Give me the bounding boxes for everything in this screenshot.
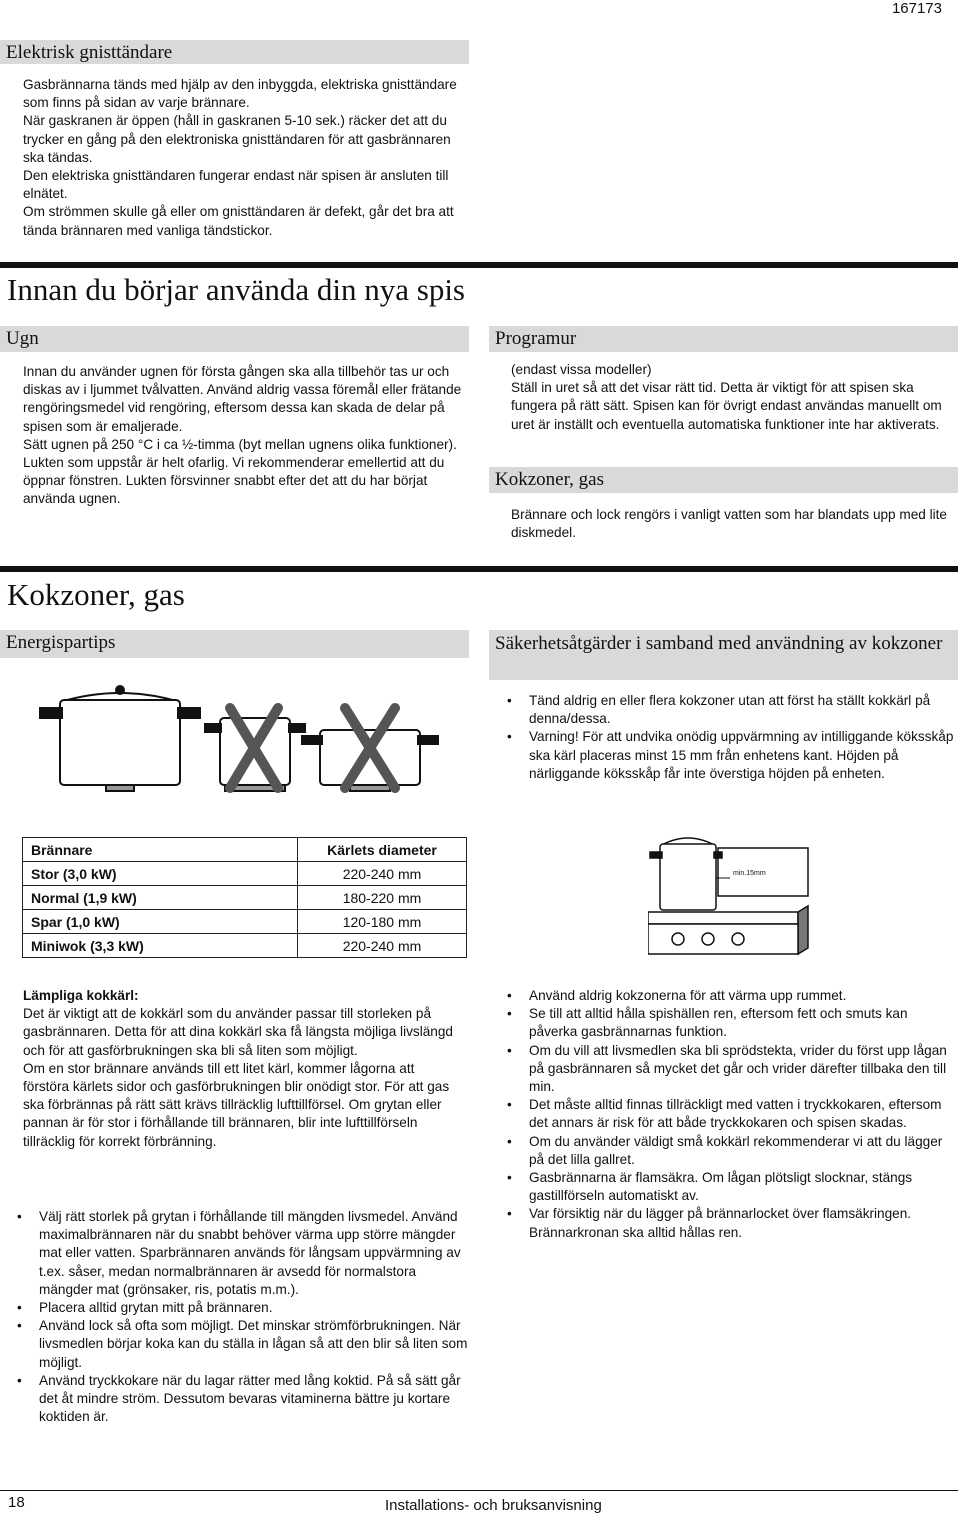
list-item: • Tänd aldrig en eller flera kokzoner utan att först ha ställt kokkärl på denna/dessa. — [529, 692, 959, 728]
footer-rule — [0, 1490, 958, 1491]
ignition-paragraph: Om strömmen skulle gå eller om gnisttändaren är defekt, går det bra att tända brännaren med vanliga tändstickor. — [23, 204, 454, 238]
timer-paragraph: Ställ in uret så att det visar rätt tid. Detta är viktigt för att spisen ska fungera på rätt sätt. Spisen kan för övrigt endast användas manuellt om uret är inställt och eventuella automatiska funktioner inte har aktiverats. — [511, 380, 942, 432]
oven-text — [23, 363, 463, 509]
ignition-text — [23, 76, 463, 240]
suitable-text — [23, 987, 463, 1151]
oven-paragraph: Sätt ugnen på 250 °C i ca ½-timma (byt mellan ugnens olika funktioner). — [23, 436, 457, 452]
timer-text — [511, 361, 951, 434]
table-row — [23, 910, 467, 934]
table-cell: Miniwok (3,3 kW) — [23, 934, 298, 958]
table-header: Kärlets diameter — [298, 838, 467, 862]
list-item: • Placera alltid grytan mitt på brännaren. — [39, 1299, 469, 1317]
safety-list — [499, 692, 959, 783]
list-item: • Om du använder väldigt små kokkärl rekommenderar vi att du lägger på det lilla gallret. — [529, 1133, 959, 1169]
table-row — [23, 934, 467, 958]
oven-paragraph: Innan du använder ugnen för första gången ska alla tillbehör tas ur och diskas av i ljummet tvålvatten. Använd aldrig vassa föremål eller frätande rengöringsmedel vid rengöring, eftersom dessa kan skada de delar på spisen som är emaljerade. — [23, 364, 462, 434]
table-header-row — [23, 838, 467, 862]
suitable-paragraph: Om en stor brännare används till ett litet kärl, kommer lågorna att förstöra kärlets sidor och gasförbrukningen blir onödigt stor. För att gas ska förbrännas på rätt sätt krävs tillräcklig lufttillförsel. Om grytan eller pannan är för stor i förhållande till brännaren, blir inte lufttillförseln tillräcklig för korrekt förbränning. — [23, 1060, 450, 1149]
ignition-paragraph: Gasbrännarna tänds med hjälp av den inbyggda, elektriska gnisttändare som finns på sidan av varje brännare. — [23, 77, 457, 111]
table-header: Brännare — [23, 838, 298, 862]
gas-zones-heading: Kokzoner, gas — [489, 467, 958, 493]
before-use-title: Innan du börjar använda din nya spis — [7, 272, 465, 307]
suitable-paragraph: Det är viktigt att de kokkärl som du använder passar till storleken på gasbrännaren. Detta för att dina kokkärl ska få längsta möjliga livslängd och för att gasförbrukningen ska bli så liten som möjligt. — [23, 1006, 453, 1058]
table-cell: 120-180 mm — [298, 910, 467, 934]
gas-zones-text — [511, 506, 951, 542]
list-item: • Välj rätt storlek på grytan i förhållande till mängden livsmedel. Använd maximalbrännaren när du snabbt behöver värma upp större mängder mat eller vatten. Sparbrännaren används för långsam uppvärmning av t.ex. såser, medan normalbrännaren är avsedd för normalstora mängder mat (grönsaker, ris, potatis m.m.). — [39, 1208, 469, 1299]
clearance-illustration — [648, 820, 810, 962]
table-row — [23, 886, 467, 910]
document-number: 167173 — [891, 0, 942, 17]
ignition-paragraph: När gaskranen är öppen (håll in gaskranen 5-10 sek.) räcker det att du trycker en gång på den elektroniska gnisttändaren för att gasbrännaren ska tändas. — [23, 113, 451, 165]
list-item: • Använd tryckkokare när du lagar rätter med lång koktid. På så sätt går det åt mindre ström. Dessutom bevaras vitaminerna bättre ju kortare koktiden är. — [39, 1372, 469, 1427]
timer-paragraph: (endast vissa modeller) — [511, 362, 652, 377]
oven-heading: Ugn — [0, 326, 469, 352]
section-rule — [0, 262, 958, 268]
list-item: • Gasbrännarna är flamsäkra. Om lågan plötsligt slocknar, stängs gastillförseln automatiskt av. — [529, 1169, 959, 1205]
table-cell: 220-240 mm — [298, 862, 467, 886]
oven-paragraph: Lukten som uppstår är helt ofarlig. Vi rekommenderar emellertid att du öppnar fönstren. Lukten försvinner snabbt efter det att du har börjat använda ugnen. — [23, 455, 445, 507]
page-number: 18 — [8, 1494, 25, 1511]
pot-size-illustration — [20, 670, 460, 800]
footer-title: Installations- och bruksanvisning — [385, 1497, 602, 1514]
list-item: • Se till att alltid hålla spishällen ren, eftersom fett och smuts kan påverka gasbrännarnas funktion. — [529, 1005, 959, 1041]
section-rule — [0, 566, 958, 572]
suitable-list — [9, 1208, 469, 1426]
suitable-heading: Lämpliga kokkärl: — [23, 988, 139, 1003]
table-cell: Stor (3,0 kW) — [23, 862, 298, 886]
list-item: • Använd aldrig kokzonerna för att värma upp rummet. — [529, 987, 959, 1005]
table-cell: 220-240 mm — [298, 934, 467, 958]
safety-heading: Säkerhetsåtgärder i samband med användning av kokzoner — [489, 630, 958, 680]
table-cell: Spar (1,0 kW) — [23, 910, 298, 934]
ignition-heading: Elektrisk gnisttändare — [0, 40, 469, 64]
energy-heading: Energispartips — [0, 630, 469, 658]
table-row — [23, 862, 467, 886]
list-item: • Om du vill att livsmedlen ska bli sprödstekta, vrider du först upp lågan på gasbrännaren så mycket det går och vrider därefter tillbaka den till min. — [529, 1042, 959, 1097]
table-cell: 180-220 mm — [298, 886, 467, 910]
ignition-paragraph: Den elektriska gnisttändaren fungerar endast när spisen är ansluten till elnätet. — [23, 168, 449, 202]
list-item: • Var försiktig när du lägger på brännarlocket över flamsäkringen. Brännarkronan ska alltid hållas ren. — [529, 1205, 959, 1241]
list-item: • Det måste alltid finnas tillräckligt med vatten i tryckkokaren, eftersom det annars är risk för att både tryckkokaren och spisen skadas. — [529, 1096, 959, 1132]
gas-zones-paragraph: Brännare och lock rengörs i vanligt vatten som har blandats upp med lite diskmedel. — [511, 507, 947, 541]
burner-table — [22, 837, 467, 958]
usage-list — [499, 987, 959, 1242]
table-cell: Normal (1,9 kW) — [23, 886, 298, 910]
clearance-label: min.15mm — [733, 870, 766, 877]
list-item: • Varning! För att undvika onödig uppvärmning av intilliggande köksskåp ska kärl placeras minst 15 mm från enhetens kant. Höjden på närliggande köksskåp får inte överstiga höjden på enheten. — [529, 728, 959, 783]
timer-heading: Programur — [489, 326, 958, 352]
list-item: • Använd lock så ofta som möjligt. Det minskar strömförbrukningen. När livsmedlen börjar koka kan du ställa in lågan så att den blir så liten som möjligt. — [39, 1317, 469, 1372]
cooking-zones-title: Kokzoner, gas — [7, 577, 185, 612]
